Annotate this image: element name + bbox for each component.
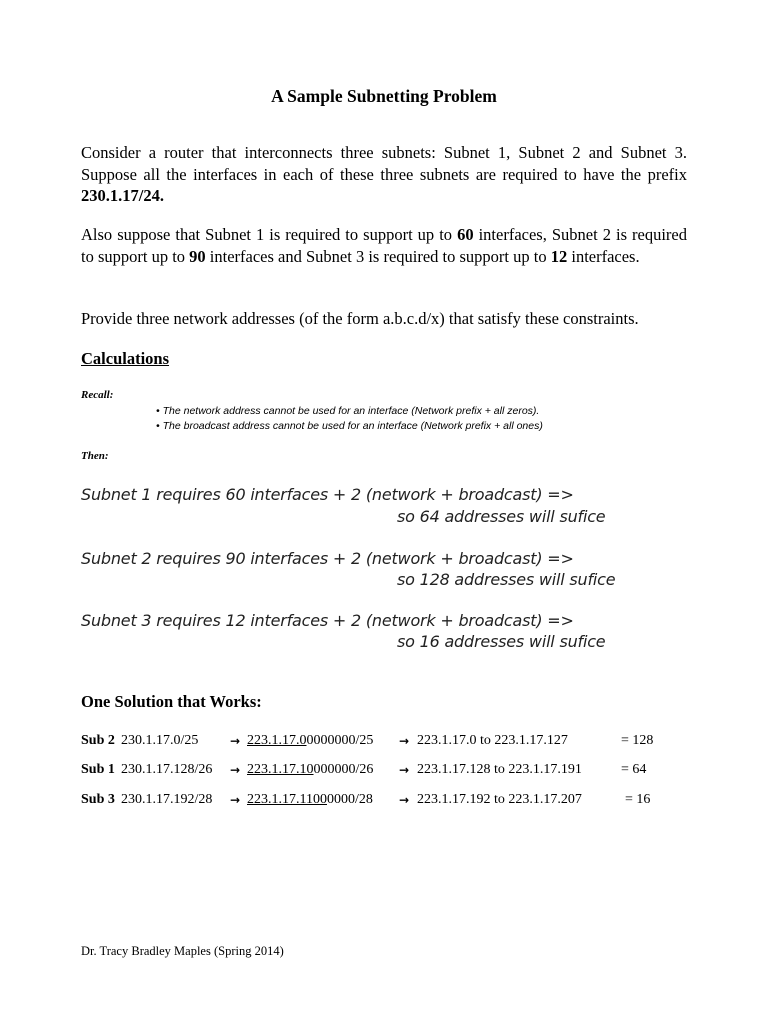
arrow-icon: → xyxy=(230,763,241,777)
intro-paragraph-2 xyxy=(81,224,687,267)
requirement-result: so 128 addresses will sufice xyxy=(397,570,616,589)
then-label: Then: xyxy=(81,450,109,462)
intro-text: interfaces, Subnet 2 is required to support up to xyxy=(81,225,688,266)
binary-host: 0000000/25 xyxy=(306,733,374,748)
address-count: = 128 xyxy=(621,733,654,748)
footer-author: Dr. Tracy Bradley Maples (Spring 2014) xyxy=(81,944,284,958)
subnet-label: Sub 3 xyxy=(81,792,115,807)
arrow-icon: → xyxy=(230,734,241,748)
subnet-cidr: 230.1.17.128/26 xyxy=(121,762,213,777)
intro-paragraph-1 xyxy=(81,142,687,207)
arrow-icon: → xyxy=(399,734,410,748)
address-range: 223.1.17.0 to 223.1.17.127 xyxy=(417,733,568,748)
address-range: 223.1.17.192 to 223.1.17.207 xyxy=(417,792,582,807)
prefix-value: 230.1.17/24. xyxy=(81,186,164,205)
bullet-item: • The broadcast address cannot be used for an interface (Network prefix + all ones) xyxy=(156,420,543,432)
subnet2-count: 90 xyxy=(189,246,206,266)
page-title: A Sample Subnetting Problem xyxy=(271,86,497,106)
arrow-icon: → xyxy=(230,793,241,807)
requirement-result: so 64 addresses will sufice xyxy=(397,507,606,526)
requirement-line: Subnet 1 requires 60 interfaces + 2 (network + broadcast) => xyxy=(81,485,574,504)
intro-paragraph-3: Provide three network addresses (of the form a.b.c.d/x) that satisfy these constraints. xyxy=(81,309,639,328)
requirement-result: so 16 addresses will sufice xyxy=(397,632,606,651)
binary-prefix: 223.1.17.10 xyxy=(247,762,314,777)
requirement-line: Subnet 3 requires 12 interfaces + 2 (network + broadcast) => xyxy=(81,611,574,630)
bullet-item: • The network address cannot be used for an interface (Network prefix + all zeros). xyxy=(156,405,540,417)
binary-prefix: 223.1.17.0 xyxy=(247,733,307,748)
subnet1-count: 60 xyxy=(457,225,474,244)
subnet-label: Sub 1 xyxy=(81,762,115,777)
subnet-binary xyxy=(247,733,373,749)
subnet3-count: 12 xyxy=(550,246,568,266)
solution-heading: One Solution that Works: xyxy=(81,692,262,711)
address-range: 223.1.17.128 to 223.1.17.191 xyxy=(417,762,582,777)
intro-text: Consider a router that interconnects three subnets: Subnet 1, Subnet 2 and Subnet 3. Suppose all the interfaces in each of these three subnets are required to have the prefix xyxy=(81,143,687,184)
subnet-binary xyxy=(247,792,373,808)
requirement-line: Subnet 2 requires 90 interfaces + 2 (network + broadcast) => xyxy=(81,549,574,568)
subnet-binary xyxy=(247,762,373,778)
subnet-label: Sub 2 xyxy=(81,733,115,748)
arrow-icon: → xyxy=(399,763,410,777)
calculations-heading: Calculations xyxy=(81,349,170,368)
recall-label: Recall: xyxy=(81,389,114,401)
binary-host: 000000/26 xyxy=(313,762,374,777)
binary-prefix: 223.1.17.1100 xyxy=(247,792,327,807)
intro-text: interfaces. xyxy=(567,246,640,266)
subnet-cidr: 230.1.17.0/25 xyxy=(121,733,199,748)
binary-host: 0000/28 xyxy=(326,792,373,807)
address-count: = 64 xyxy=(621,762,647,777)
intro-text: Also suppose that Subnet 1 is required to support up to xyxy=(81,225,458,244)
intro-text: interfaces and Subnet 3 is required to support up to xyxy=(205,246,551,266)
arrow-icon: → xyxy=(399,793,410,807)
subnet-cidr: 230.1.17.192/28 xyxy=(121,792,213,807)
address-count: = 16 xyxy=(625,792,651,807)
